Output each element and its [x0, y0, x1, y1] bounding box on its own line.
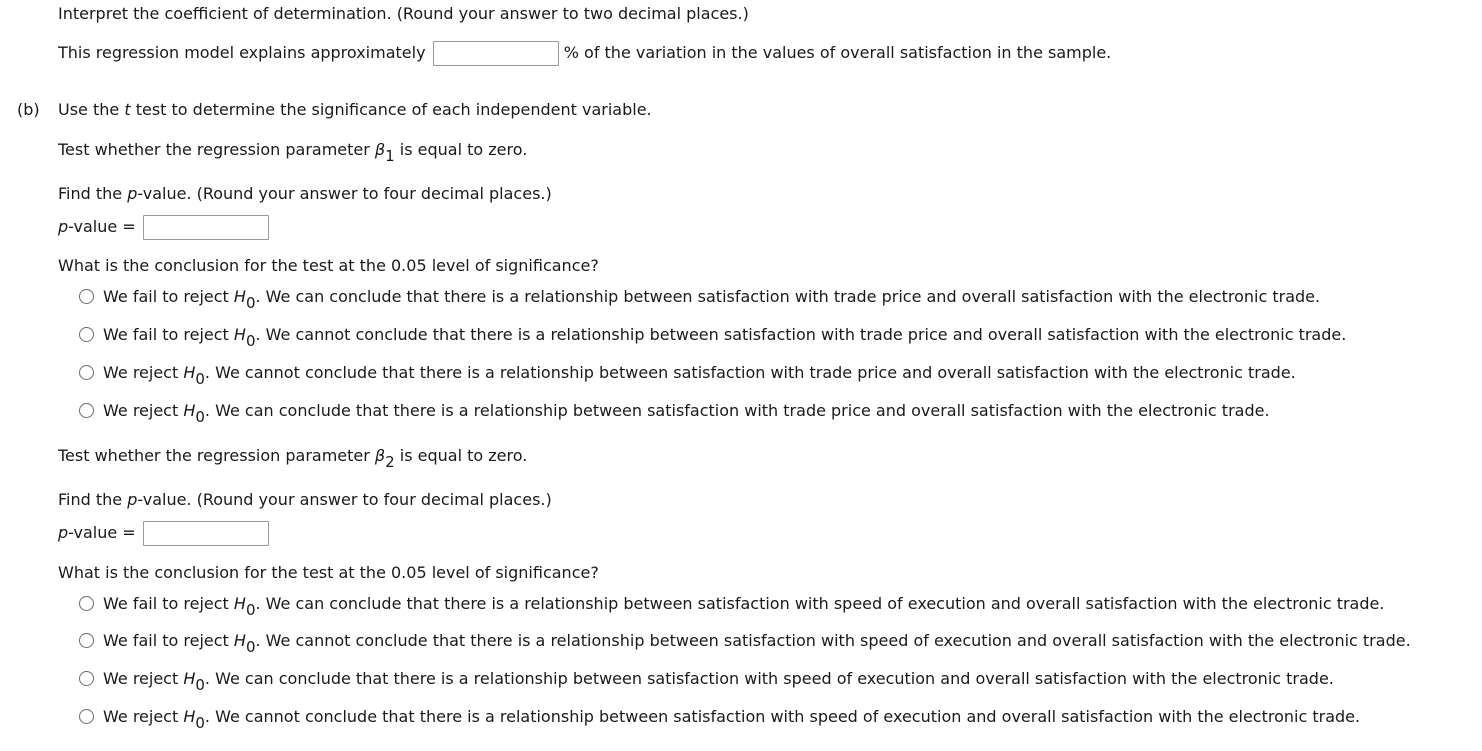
radio-button[interactable]: [79, 327, 94, 342]
test2-statement: [58, 446, 528, 471]
pvalue-label: -value =: [68, 217, 136, 236]
h-subscript: 0: [195, 714, 205, 732]
test1-statement: [58, 140, 528, 165]
test2-option-4[interactable]: We reject $H_0$. We cannot conclude that there is a relationship between satisfaction with speed of execution and overall satisfaction with the electronic trade.: [79, 707, 1360, 727]
h-symbol: H: [233, 325, 246, 344]
h-symbol: H: [183, 401, 196, 420]
test1-pvalue-row: [58, 215, 269, 240]
test2-option-3[interactable]: We reject $H_0$. We can conclude that there is a relationship between satisfaction with speed of execution and overall satisfaction with the electronic trade.: [79, 669, 1334, 689]
option-prefix: We reject: [103, 363, 179, 382]
option-text: We can conclude that there is a relationship between satisfaction with speed of execution and overall satisfaction with the electronic trade.: [215, 669, 1334, 688]
explain-row: [58, 41, 1111, 66]
h-symbol: H: [183, 707, 196, 726]
h-symbol: H: [233, 631, 246, 650]
h-symbol: H: [183, 363, 196, 382]
radio-button[interactable]: [79, 403, 94, 418]
explain-after: % of the variation in the values of overall satisfaction in the sample.: [563, 43, 1112, 62]
part-b-intro: [58, 100, 652, 120]
radio-button[interactable]: [79, 289, 94, 304]
test2-option-2[interactable]: We fail to reject $H_0$. We cannot conclude that there is a relationship between satisfaction with speed of execution and overall satisfaction with the electronic trade.: [79, 631, 1411, 651]
h-subscript: 0: [195, 408, 205, 426]
beta-2-symbol: β: [374, 446, 386, 465]
h-subscript: 0: [245, 638, 256, 656]
h-subscript: 0: [245, 601, 256, 619]
beta-2-subscript: 2: [385, 453, 395, 471]
intro-after: test to determine the significance of each independent variable.: [135, 100, 652, 119]
test2-after: is equal to zero.: [399, 446, 528, 465]
test1-after: is equal to zero.: [399, 140, 528, 159]
option-prefix: We fail to reject: [103, 631, 229, 650]
option-prefix: We reject: [103, 401, 179, 420]
intro-before: Use the: [58, 100, 120, 119]
h-symbol: H: [233, 594, 246, 613]
beta-1-subscript: 1: [385, 147, 395, 165]
option-text: We can conclude that there is a relationship between satisfaction with trade price and overall satisfaction with the electronic trade.: [265, 287, 1321, 306]
h-symbol: H: [183, 669, 196, 688]
option-text: We cannot conclude that there is a relationship between satisfaction with speed of execution and overall satisfaction with the electronic trade.: [265, 631, 1411, 650]
r-squared-percent-input[interactable]: [433, 41, 559, 66]
interpret-prompt: Interpret the coefficient of determination. (Round your answer to two decimal places.): [58, 4, 749, 23]
pvalue-p: p: [58, 523, 69, 542]
pvalue-label: -value =: [68, 523, 136, 542]
test2-before: Test whether the regression parameter: [58, 446, 370, 465]
option-prefix: We fail to reject: [103, 287, 229, 306]
part-b-label: (b): [17, 100, 40, 119]
radio-button[interactable]: [79, 633, 94, 648]
option-text: We cannot conclude that there is a relationship between satisfaction with trade price and overall satisfaction with the electronic trade.: [265, 325, 1347, 344]
intro-t: t: [124, 100, 131, 119]
h-symbol: H: [233, 287, 246, 306]
h-subscript: 0: [245, 294, 256, 312]
test1-option-4[interactable]: We reject $H_0$. We can conclude that there is a relationship between satisfaction with trade price and overall satisfaction with the electronic trade.: [79, 401, 1270, 421]
test2-find-prompt: [58, 490, 552, 510]
h-subscript: 0: [195, 370, 205, 388]
option-text: We cannot conclude that there is a relationship between satisfaction with trade price and overall satisfaction with the electronic trade.: [215, 363, 1296, 382]
find-before: Find the: [58, 490, 123, 509]
option-text: We cannot conclude that there is a relationship between satisfaction with speed of execution and overall satisfaction with the electronic trade.: [215, 707, 1361, 726]
find-before: Find the: [58, 184, 123, 203]
h-subscript: 0: [245, 332, 256, 350]
option-prefix: We fail to reject: [103, 325, 229, 344]
radio-button[interactable]: [79, 365, 94, 380]
find-p: p: [127, 184, 138, 203]
test1-option-1[interactable]: We fail to reject $H_0$. We can conclude that there is a relationship between satisfaction with trade price and overall satisfaction with the electronic trade.: [79, 287, 1320, 307]
test2-option-1[interactable]: We fail to reject $H_0$. We can conclude that there is a relationship between satisfaction with speed of execution and overall satisfaction with the electronic trade.: [79, 594, 1384, 614]
test2-pvalue-row: [58, 521, 269, 546]
radio-button[interactable]: [79, 709, 94, 724]
test1-find-prompt: [58, 184, 552, 204]
test2-pvalue-input[interactable]: [143, 521, 269, 546]
test1-option-3[interactable]: We reject $H_0$. We cannot conclude that there is a relationship between satisfaction with trade price and overall satisfaction with the electronic trade.: [79, 363, 1296, 383]
option-text: We can conclude that there is a relationship between satisfaction with speed of execution and overall satisfaction with the electronic trade.: [265, 594, 1385, 613]
option-prefix: We reject: [103, 669, 179, 688]
explain-before: This regression model explains approximately: [58, 43, 426, 62]
test1-before: Test whether the regression parameter: [58, 140, 370, 159]
test1-pvalue-input[interactable]: [143, 215, 269, 240]
radio-button[interactable]: [79, 596, 94, 611]
radio-button[interactable]: [79, 671, 94, 686]
option-text: We can conclude that there is a relationship between satisfaction with trade price and overall satisfaction with the electronic trade.: [215, 401, 1270, 420]
find-after: -value. (Round your answer to four decimal places.): [137, 490, 552, 509]
test2-conclusion-prompt: What is the conclusion for the test at the 0.05 level of significance?: [58, 563, 599, 582]
beta-1-symbol: β: [374, 140, 386, 159]
option-prefix: We fail to reject: [103, 594, 229, 613]
option-prefix: We reject: [103, 707, 179, 726]
test1-option-2[interactable]: We fail to reject $H_0$. We cannot conclude that there is a relationship between satisfaction with trade price and overall satisfaction with the electronic trade.: [79, 325, 1346, 345]
h-subscript: 0: [195, 676, 205, 694]
test1-conclusion-prompt: What is the conclusion for the test at the 0.05 level of significance?: [58, 256, 599, 275]
pvalue-p: p: [58, 217, 69, 236]
find-p: p: [127, 490, 138, 509]
find-after: -value. (Round your answer to four decimal places.): [137, 184, 552, 203]
